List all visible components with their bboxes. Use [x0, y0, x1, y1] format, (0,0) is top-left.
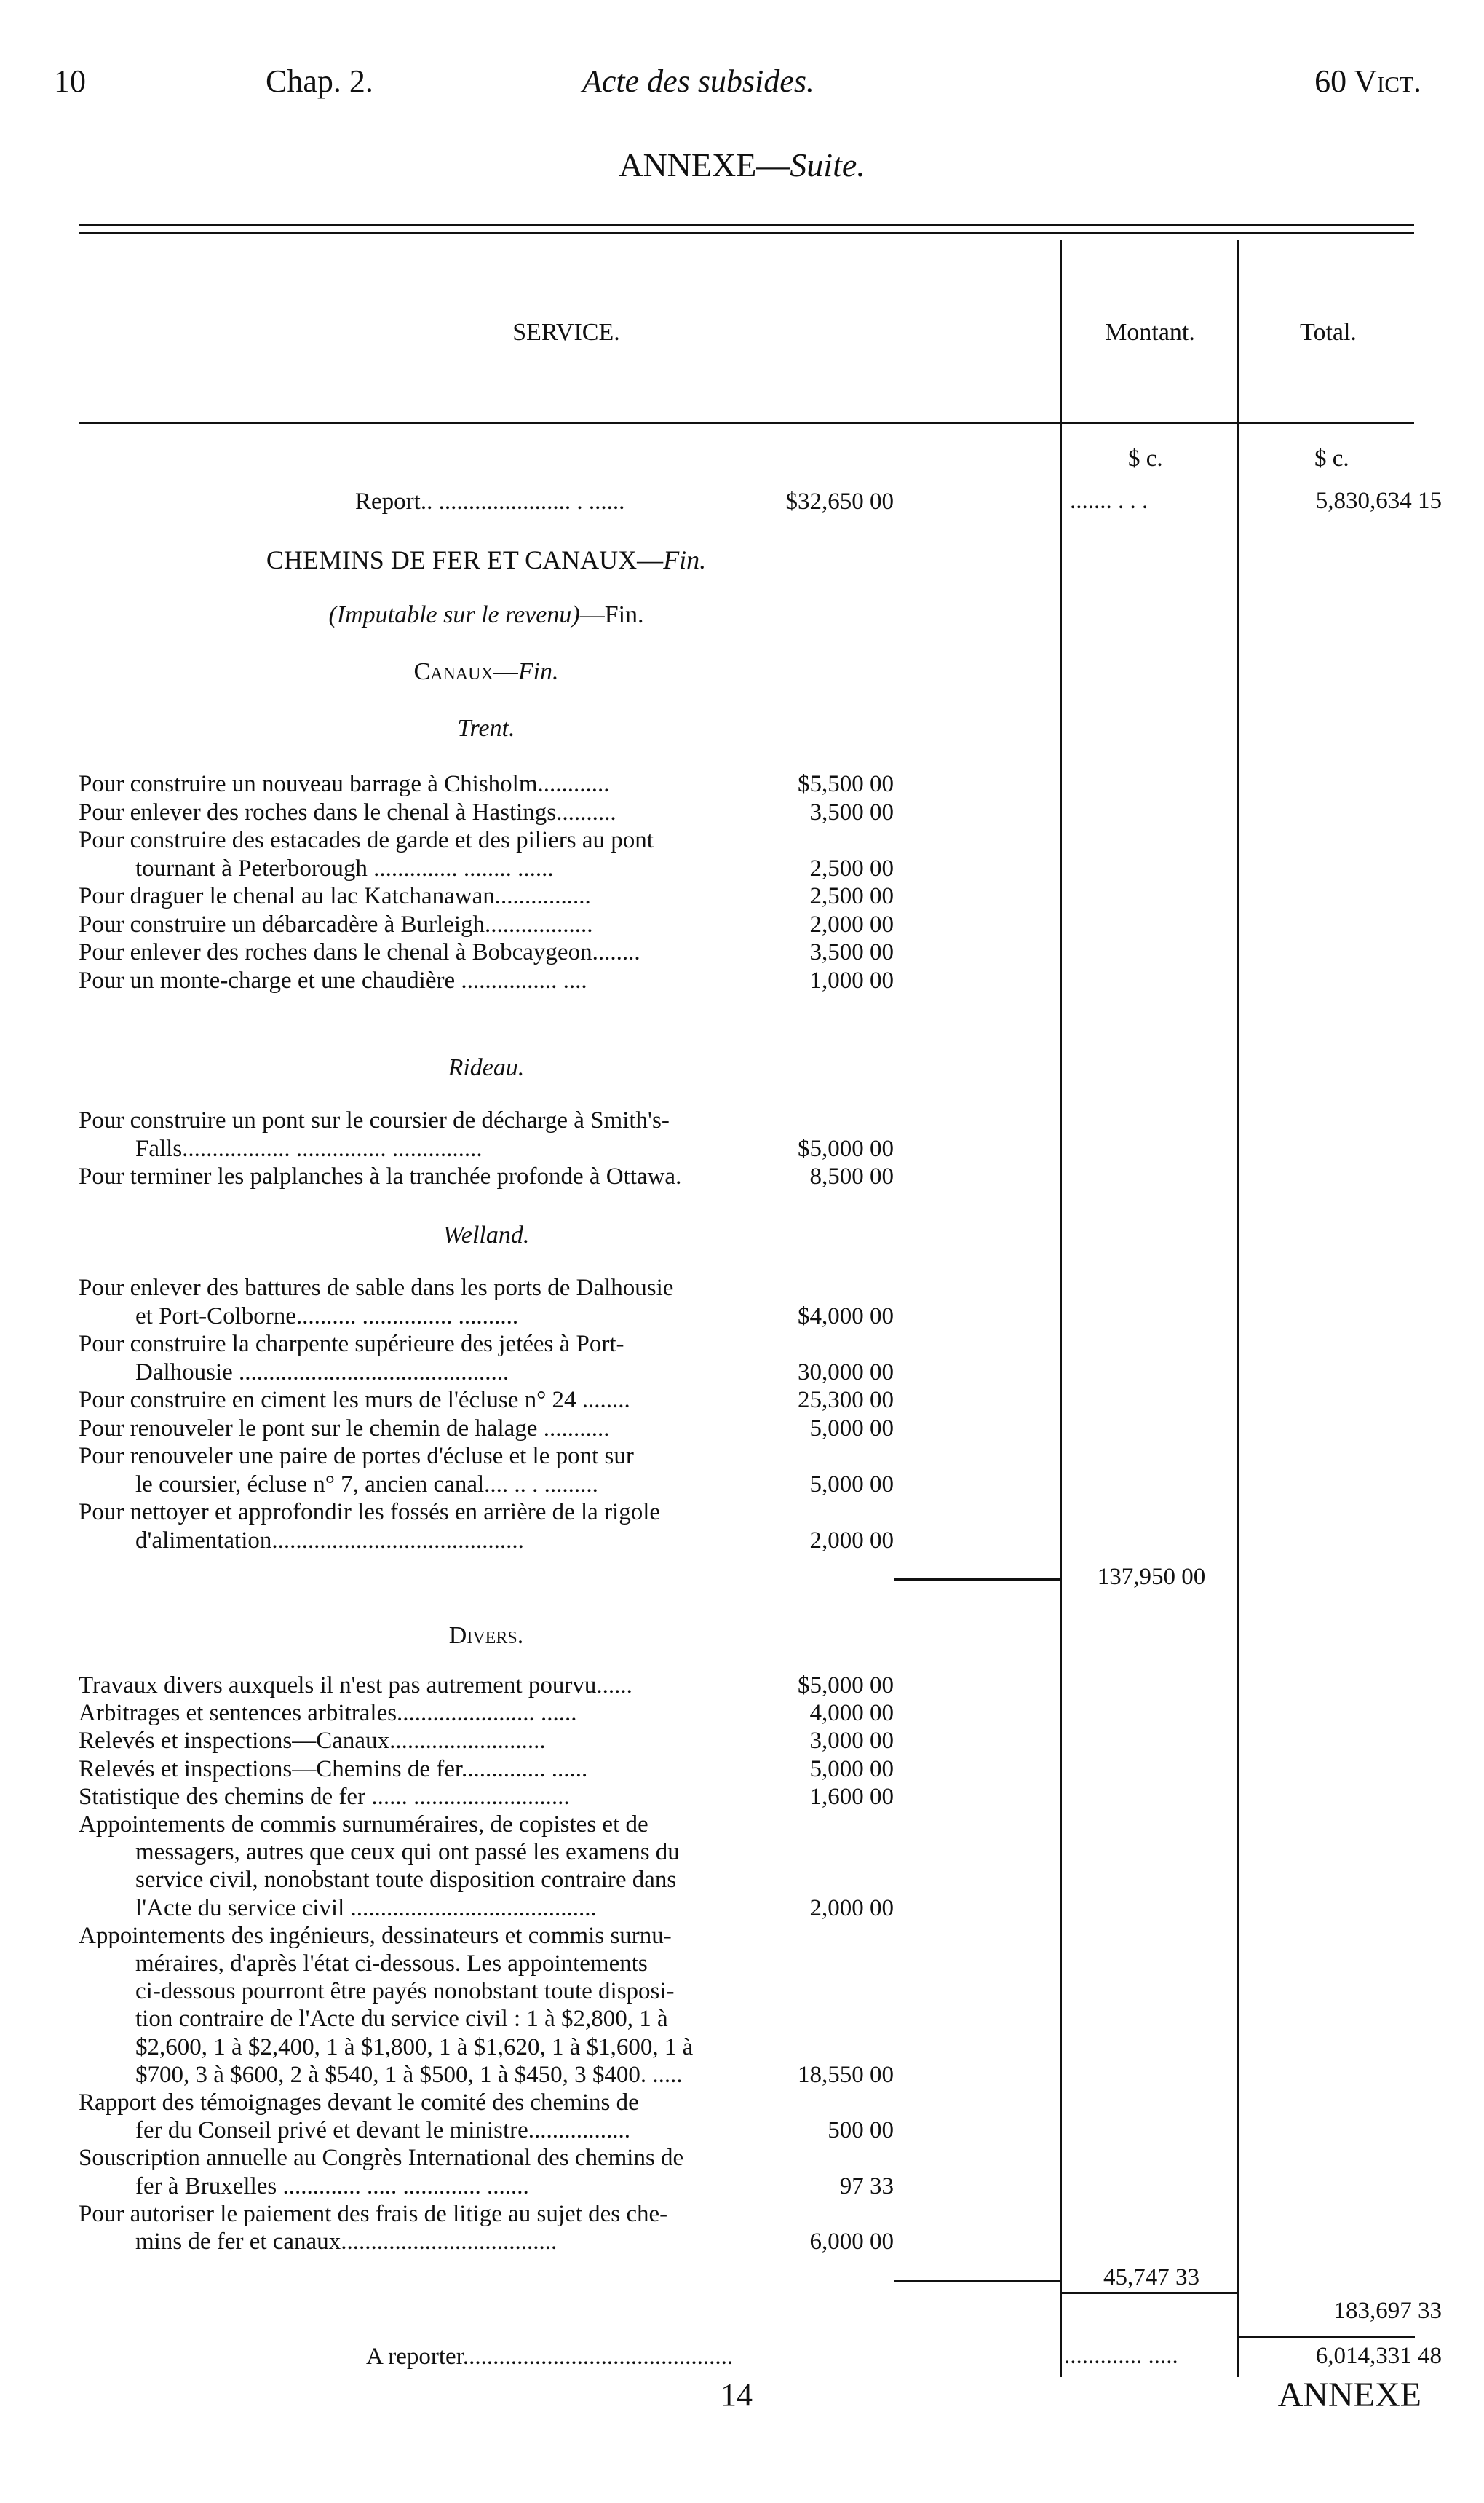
report-amount: $32,650 00 [785, 489, 894, 515]
welland-item-text: Pour nettoyer et approfondir les fossés en arrière de la rigole [79, 1499, 661, 1525]
trent-item-amount: 1,000 00 [809, 967, 894, 994]
welland-item-amount: $4,000 00 [798, 1302, 894, 1329]
trent-item-amount: 2,500 00 [809, 883, 894, 909]
divers-item-text: fer à Bruxelles ............. ..... ............. ....... [135, 2172, 529, 2199]
trent-item-amount: 3,500 00 [809, 939, 894, 965]
divers-item-text: méraires, d'après l'état ci-dessous. Les appointements [135, 1950, 648, 1977]
rideau-item-text: Falls.................. ............... ............... [135, 1135, 483, 1162]
welland-subtotal-rule [894, 1578, 1061, 1581]
trent-item-amount: 3,500 00 [809, 799, 894, 826]
section-title-welland: Welland. [443, 1222, 530, 1249]
carry-forward-total: 6,014,331 48 [1315, 2343, 1442, 2369]
trent-item-text: Pour construire des estacades de garde et des piliers au pont [79, 827, 654, 853]
top-rule-thick [79, 232, 1414, 234]
divers-montant-rule [1061, 2292, 1239, 2294]
divers-item-text: l'Acte du service civil ......................................... [135, 1894, 597, 1921]
report-total: 5,830,634 15 [1315, 488, 1442, 514]
trent-item-text: Pour construire un nouveau barrage à Chisholm............ [79, 771, 610, 797]
divers-item-text: Appointements de commis surnuméraires, de copistes et de [79, 1811, 648, 1838]
divers-total-subtotal: 183,697 33 [1333, 2298, 1442, 2324]
divers-item-amount: 3,000 00 [809, 1728, 894, 1755]
trent-item-text: Pour un monte-charge et une chaudière ................ .... [79, 967, 587, 994]
divers-item-amount: 4,000 00 [809, 1700, 894, 1727]
divers-item-text: Rapport des témoignages devant le comité des chemins de [79, 2089, 639, 2116]
page-number: 10 [54, 63, 86, 99]
heading-imputable: (Imputable sur le revenu)—Fin. [328, 601, 644, 628]
divers-item-text: messagers, autres que ceux qui ont passé les examens du [135, 1839, 680, 1866]
header-underline [79, 422, 1414, 424]
annex-title [0, 146, 1484, 184]
carry-forward-montant-dots: ............. ..... [1064, 2343, 1178, 2369]
report-montant-dots: ....... . . . [1070, 488, 1148, 514]
welland-item-text: Dalhousie ............................................. [135, 1359, 509, 1385]
rideau-item-amount: $5,000 00 [798, 1135, 894, 1162]
welland-item-text: Pour construire en ciment les murs de l'écluse n° 24 ........ [79, 1387, 630, 1413]
divers-item-amount: 2,000 00 [809, 1894, 894, 1921]
section-title-rideau: Rideau. [448, 1054, 525, 1081]
section-title-trent: Trent. [457, 715, 515, 742]
divers-item-text: tion contraire de l'Acte du service civil : 1 à $2,800, 1 à [135, 2006, 668, 2033]
divers-item-text: Relevés et inspections—Canaux.......................... [79, 1728, 546, 1755]
divers-item-text: Travaux divers auxquels il n'est pas autrement pourvu...... [79, 1672, 632, 1699]
annex-title-main: ANNEXE— [619, 146, 790, 183]
rideau-item-text: Pour construire un pont sur le coursier de décharge à Smith's- [79, 1107, 670, 1134]
carry-forward-label: A reporter............................................. [366, 2344, 734, 2370]
trent-item-text: Pour construire un débarcadère à Burleigh.................. [79, 911, 593, 938]
welland-item-amount: 25,300 00 [798, 1387, 894, 1413]
trent-item-amount: $5,500 00 [798, 771, 894, 797]
column-header-total: Total. [1300, 319, 1357, 346]
divers-item-text: Arbitrages et sentences arbitrales....................... ...... [79, 1700, 577, 1727]
divers-item-amount: 1,600 00 [809, 1783, 894, 1810]
divers-item-text: Statistique des chemins de fer ...... .......................... [79, 1783, 570, 1810]
divers-item-amount: 97 33 [839, 2172, 894, 2199]
divers-item-text: service civil, nonobstant toute disposition contraire dans [135, 1867, 677, 1894]
welland-item-text: d'alimentation.......................................... [135, 1527, 524, 1554]
divers-item-text: ci-dessous pourront être payés nonobstant toute disposi- [135, 1978, 675, 2005]
divers-montant-subtotal: 45,747 33 [1103, 2264, 1199, 2290]
section-title-divers: Divers. [448, 1622, 524, 1649]
divers-item-text: Souscription annuelle au Congrès International des chemins de [79, 2145, 684, 2172]
top-rule-thin [79, 224, 1414, 226]
catchword: ANNEXE [1277, 2376, 1421, 2414]
welland-item-text: Pour renouveler une paire de portes d'écluse et le pont sur [79, 1443, 634, 1469]
rideau-item-text: Pour terminer les palplanches à la tranchée profonde à Ottawa. [79, 1163, 682, 1190]
trent-item-text: Pour enlever des roches dans le chenal à Bobcaygeon........ [79, 939, 640, 965]
welland-item-text: le coursier, écluse n° 7, ancien canal.... .. . ......... [135, 1471, 598, 1498]
heading-chemins-canaux: CHEMINS DE FER ET CANAUX—Fin. [266, 545, 707, 574]
currency-total: $ c. [1314, 446, 1349, 472]
welland-item-amount: 30,000 00 [798, 1359, 894, 1385]
regnal-year: 60 Vict. [1314, 63, 1421, 99]
welland-item-amount: 5,000 00 [809, 1415, 894, 1442]
welland-item-text: Pour enlever des battures de sable dans les ports de Dalhousie [79, 1275, 674, 1301]
trent-item-text: tournant à Peterborough .............. ........ ...... [135, 855, 554, 882]
column-divider-total [1237, 240, 1239, 2377]
divers-item-amount: 5,000 00 [809, 1755, 894, 1782]
report-label: Report.. ...................... . ...... [355, 489, 625, 515]
heading-canaux: Canaux—Fin. [413, 658, 559, 685]
divers-item-text: $700, 3 à $600, 2 à $540, 1 à $500, 1 à $450, 3 $400. ..... [135, 2061, 683, 2088]
column-header-service: SERVICE. [512, 319, 620, 346]
chapter-label: Chap. 2. [266, 63, 373, 99]
divers-item-text: fer du Conseil privé et devant le ministre................. [135, 2117, 631, 2144]
divers-item-amount: 18,550 00 [798, 2061, 894, 2088]
divers-item-text: Relevés et inspections—Chemins de fer.............. ...... [79, 1755, 588, 1782]
welland-item-amount: 5,000 00 [809, 1471, 894, 1498]
welland-item-amount: 2,000 00 [809, 1527, 894, 1554]
divers-item-text: Appointements des ingénieurs, dessinateurs et commis surnu- [79, 1922, 672, 1949]
act-title: Acte des subsides. [582, 63, 814, 99]
divers-item-amount: 6,000 00 [809, 2229, 894, 2255]
welland-item-text: Pour construire la charpente supérieure des jetées à Port- [79, 1331, 624, 1357]
welland-item-text: Pour renouveler le pont sur le chemin de halage ........... [79, 1415, 610, 1442]
column-header-montant: Montant. [1105, 319, 1195, 346]
trent-item-text: Pour draguer le chenal au lac Katchanawan................ [79, 883, 591, 909]
column-divider-montant [1060, 240, 1062, 2377]
total-carry-rule [1237, 2336, 1415, 2338]
divers-item-amount: $5,000 00 [798, 1672, 894, 1699]
welland-montant-subtotal: 137,950 00 [1097, 1564, 1206, 1590]
trent-item-amount: 2,500 00 [809, 855, 894, 882]
trent-item-amount: 2,000 00 [809, 911, 894, 938]
divers-item-text: $2,600, 1 à $2,400, 1 à $1,800, 1 à $1,620, 1 à $1,600, 1 à [135, 2033, 694, 2060]
divers-item-amount: 500 00 [828, 2117, 894, 2144]
annex-title-suite: Suite. [790, 146, 865, 183]
trent-item-text: Pour enlever des roches dans le chenal à Hastings.......... [79, 799, 616, 826]
divers-item-text: Pour autoriser le paiement des frais de litige au sujet des che- [79, 2200, 668, 2227]
signature-number: 14 [721, 2377, 753, 2413]
divers-subtotal-rule [894, 2280, 1061, 2282]
currency-montant: $ c. [1128, 446, 1163, 472]
rideau-item-amount: 8,500 00 [809, 1163, 894, 1190]
welland-item-text: et Port-Colborne.......... ............... .......... [135, 1302, 519, 1329]
divers-item-text: mins de fer et canaux.................................... [135, 2229, 558, 2255]
